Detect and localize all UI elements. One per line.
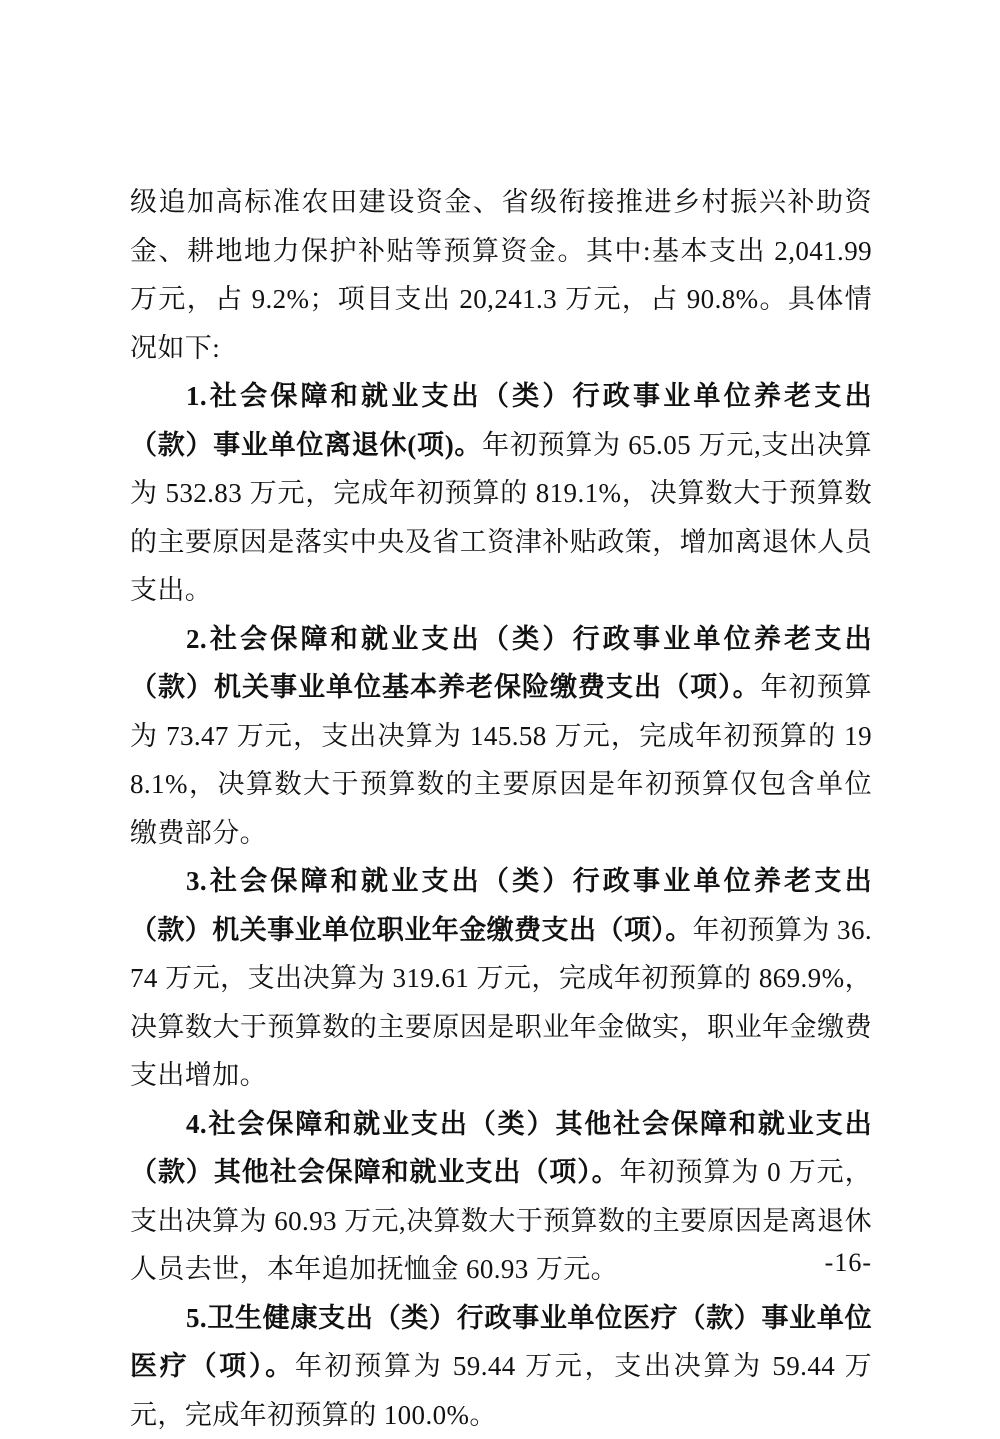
paragraph-item-3 [130,857,872,1100]
text-run: 级追加高标准农田建设资金、省级衔接推进乡村振兴补助资金、耕地地力保护补贴等预算资金。其中:基本支出 2,041.99 万元，占 9.2%；项目支出 20,241.3 万元，占 90.8%。具体情况如下: [130,187,872,363]
item-4-heading: 4.社会保障和就业支出（类）其他社会保障和就业支出（款）其他社会保障和就业支出（项）。 [130,1109,872,1188]
item-2-heading: 2.社会保障和就业支出（类）行政事业单位养老支出（款）机关事业单位基本养老保险缴费支出（项）。 [130,624,872,703]
item-3-body: 年初预算为 36.74 万元，支出决算为 319.61 万元，完成年初预算的 869.9%，决算数大于预算数的主要原因是职业年金做实，职业年金缴费支出增加。 [130,915,872,1091]
page-number: -16- [825,1248,872,1278]
item-5-body: 年初预算为 59.44 万元，支出决算为 59.44 万元，完成年初预算的 100.0%。 [130,1351,872,1430]
paragraph-item-1 [130,372,872,615]
item-4-body: 年初预算为 0 万元，支出决算为 60.93 万元,决算数大于预算数的主要原因是离退休人员去世，本年追加抚恤金 60.93 万元。 [130,1157,872,1284]
document-body [130,178,872,1439]
item-5-heading: 5.卫生健康支出（类）行政事业单位医疗（款）事业单位医疗（项）。 [130,1303,872,1382]
paragraph-item-4 [130,1100,872,1294]
paragraph-item-2 [130,615,872,858]
item-2-body: 年初预算为 73.47 万元，支出决算为 145.58 万元，完成年初预算的 198.1%，决算数大于预算数的主要原因是年初预算仅包含单位缴费部分。 [130,672,872,848]
item-1-body: 年初预算为 65.05 万元,支出决算为 532.83 万元，完成年初预算的 819.1%，决算数大于预算数的主要原因是落实中央及省工资津补贴政策，增加离退休人员支出。 [130,430,872,606]
item-1-heading: 1.社会保障和就业支出（类）行政事业单位养老支出（款）事业单位离退休(项)。 [130,381,872,460]
paragraph-intro [130,178,872,372]
item-3-heading: 3.社会保障和就业支出（类）行政事业单位养老支出（款）机关事业单位职业年金缴费支出（项）。 [130,866,872,945]
paragraph-item-5 [130,1294,872,1439]
